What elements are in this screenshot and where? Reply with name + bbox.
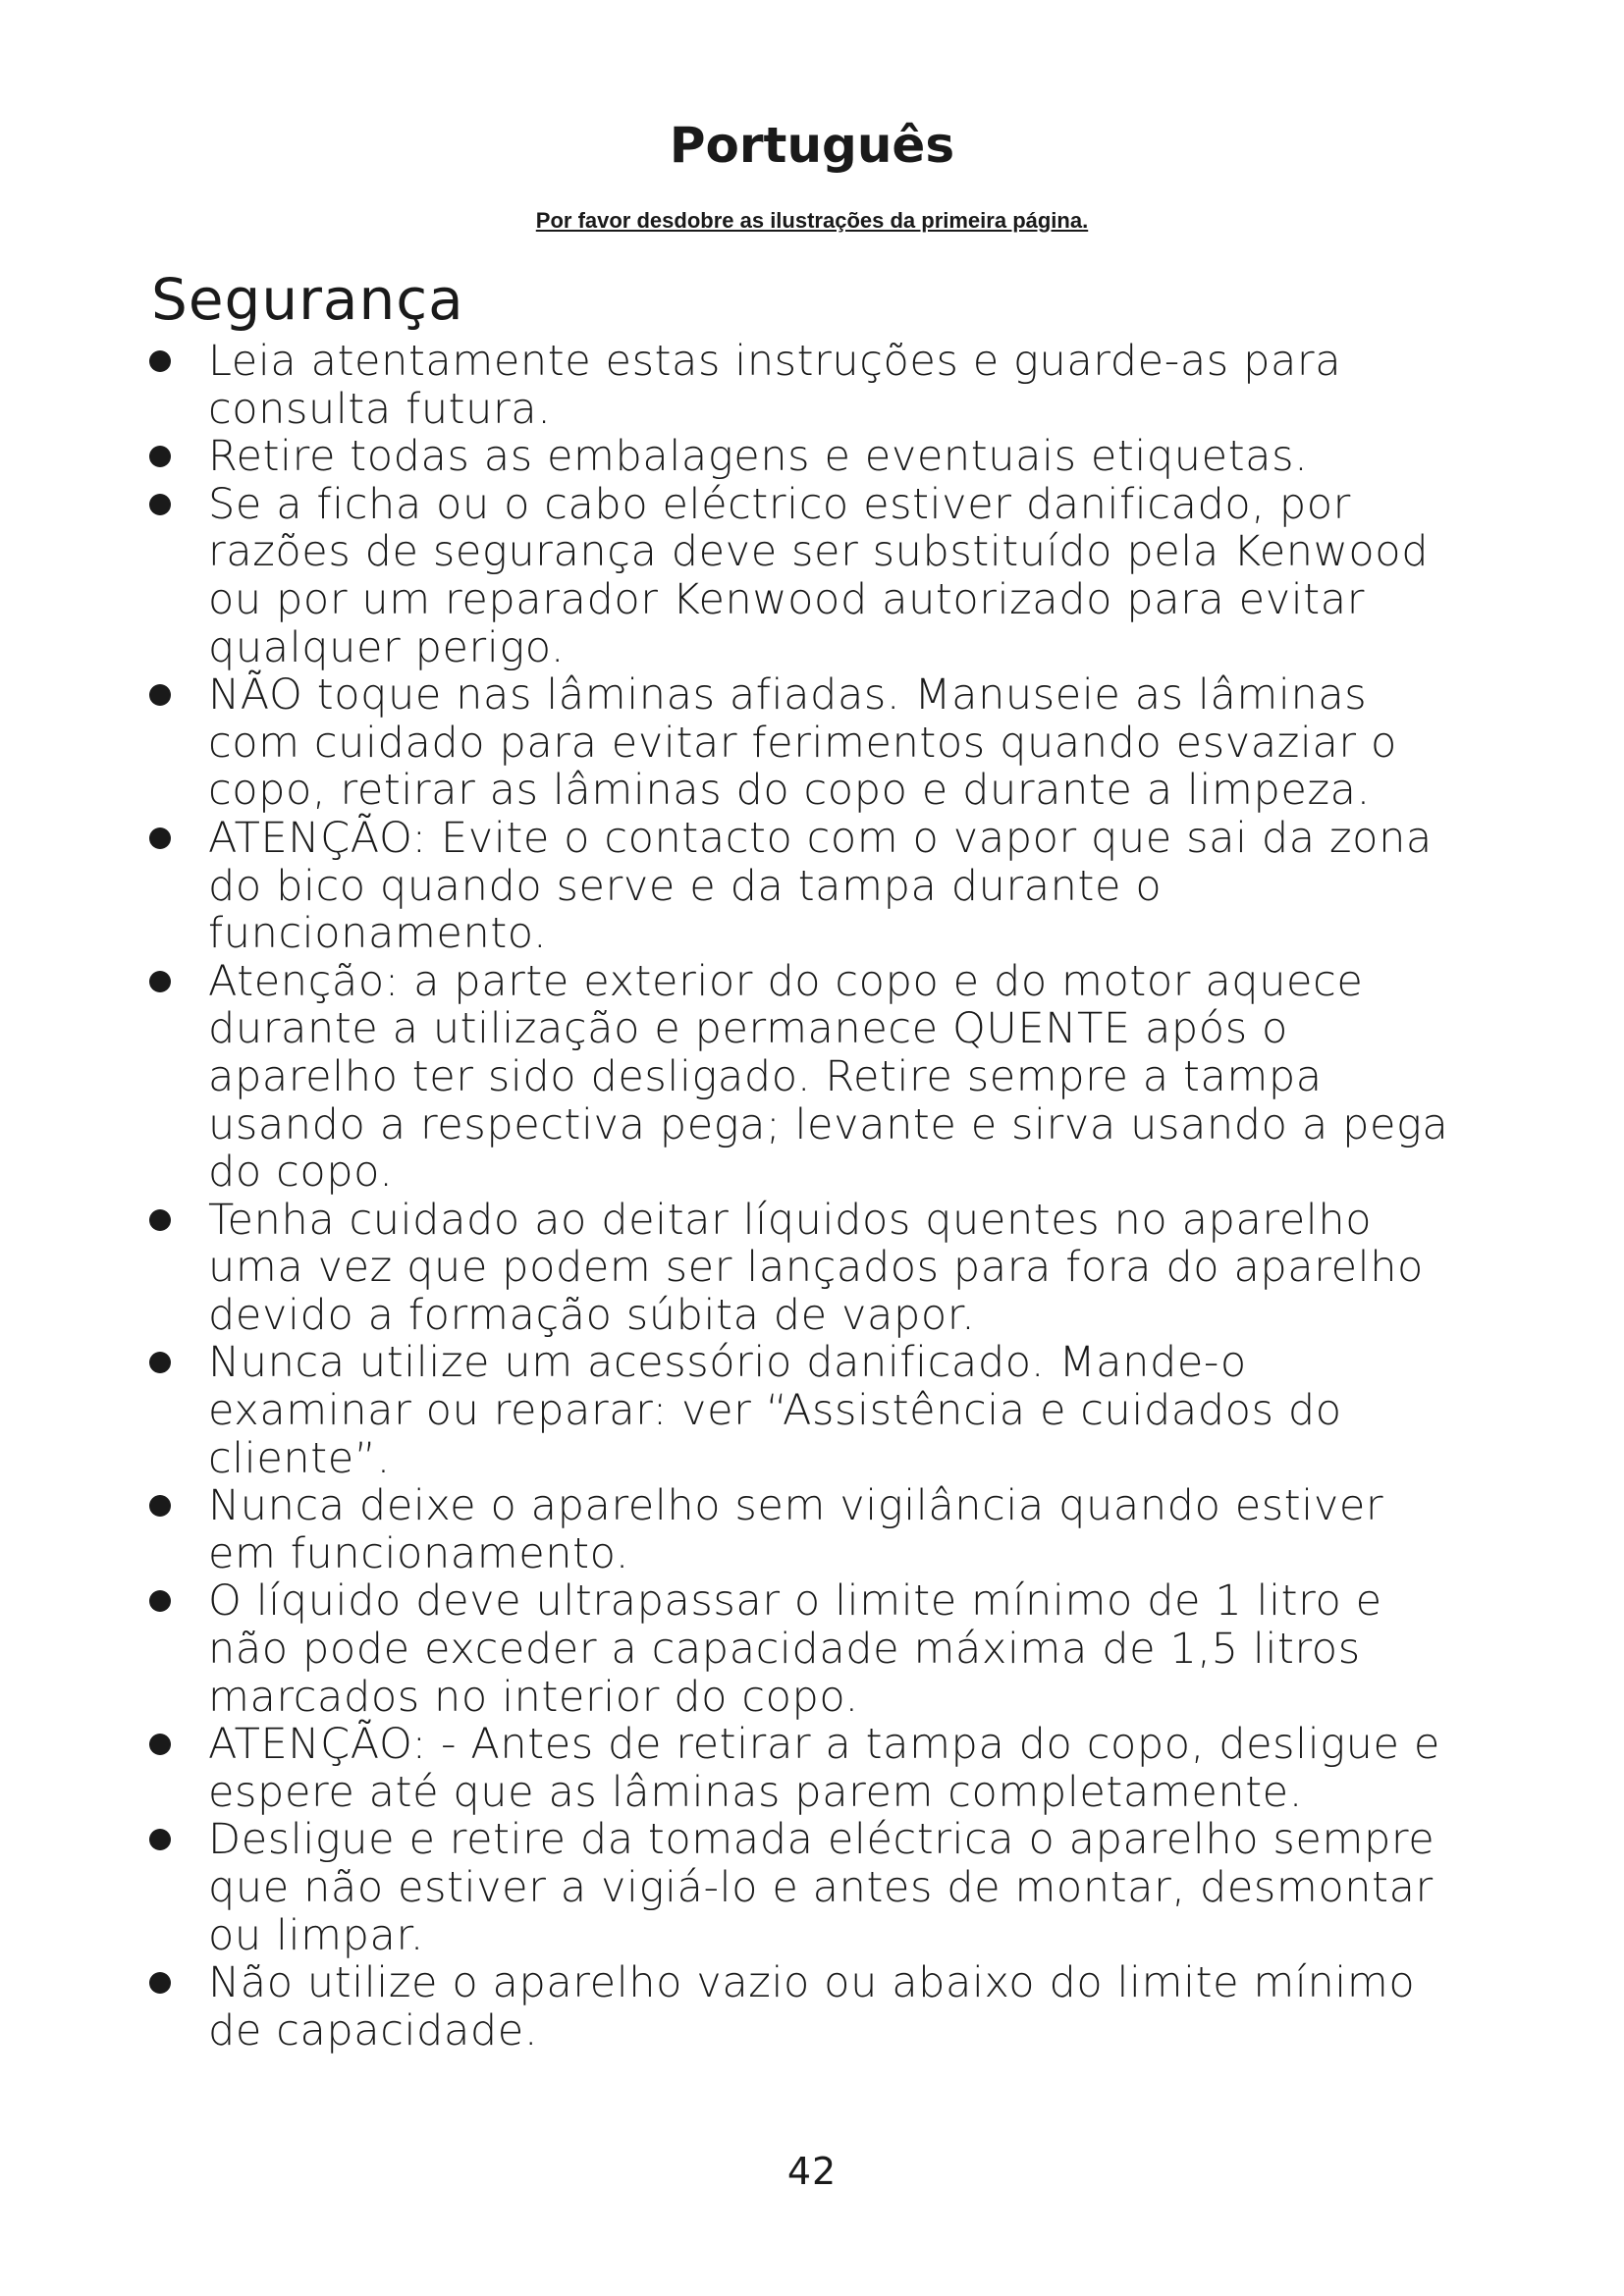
page-number: 42 (786, 2150, 838, 2193)
list-item-text: Retire todas as embalagens e eventuais etiquetas. (208, 432, 1309, 482)
bullet-icon (149, 1209, 171, 1231)
list-item-text: ATENÇÃO: Evite o contacto com o vapor que sai da zona do bico quando serve e da tampa durante o funcionamento. (208, 813, 1433, 959)
bullet-icon (149, 828, 171, 849)
list-item (147, 1482, 1463, 1577)
bullet-icon (149, 1829, 171, 1850)
list-item-text: Nunca utilize um acessório danificado. Mande-o examinar ou reparar: ver “Assistência e cuidados do cliente”. (208, 1338, 1342, 1483)
bullet-icon (149, 684, 171, 706)
list-item (147, 481, 1463, 671)
list-item (147, 1577, 1463, 1721)
bullet-icon (149, 446, 171, 467)
list-item (147, 1959, 1463, 2055)
bullet-icon (149, 1734, 171, 1755)
list-item-text: O líquido deve ultrapassar o limite mínimo de 1 litro e não pode exceder a capacidade máxima de 1,5 litros marcados no interior do copo. (208, 1576, 1382, 1722)
bullet-icon (149, 1495, 171, 1517)
list-item (147, 1721, 1463, 1816)
page-title: Português (669, 117, 955, 174)
list-item-text: ATENÇÃO: - Antes de retirar a tampa do copo, desligue e espere até que as lâminas parem completamente. (208, 1720, 1440, 1817)
list-item (147, 958, 1463, 1197)
bullet-icon (149, 1972, 171, 1994)
safety-list (147, 338, 1463, 2055)
list-item-text: Não utilize o aparelho vazio ou abaixo do limite mínimo de capacidade. (208, 1958, 1416, 2056)
bullet-icon (149, 350, 171, 372)
page-subtitle: Por favor desdobre as ilustrações da primeira página. (535, 208, 1089, 233)
list-item (147, 338, 1463, 433)
list-item (147, 671, 1463, 815)
list-item (147, 433, 1463, 481)
list-item-text: NÃO toque nas lâminas afiadas. Manuseie as lâminas com cuidado para evitar ferimentos quando esvaziar o copo, retirar as lâminas do copo e durante a limpeza. (208, 670, 1397, 816)
list-item-text: Leia atentamente estas instruções e guarde-as para consulta futura. (208, 337, 1342, 434)
bullet-icon (149, 971, 171, 992)
bullet-icon (149, 494, 171, 515)
list-item (147, 1197, 1463, 1340)
list-item-text: Atenção: a parte exterior do copo e do motor aquece durante a utilização e permanece QUENTE após o aparelho ter sido desligado. Retire sempre a tampa usando a respectiva pega; levante e sirva usando a pega do copo. (208, 956, 1449, 1198)
list-item (147, 1816, 1463, 1959)
list-item-text: Nunca deixe o aparelho sem vigilância quando estiver em funcionamento. (208, 1481, 1384, 1578)
bullet-icon (149, 1590, 171, 1612)
bullet-icon (149, 1352, 171, 1373)
list-item (147, 1339, 1463, 1482)
list-item (147, 815, 1463, 958)
list-item-text: Desligue e retire da tomada eléctrica o aparelho sempre que não estiver a vigiá-lo e antes de montar, desmontar ou limpar. (208, 1815, 1435, 1960)
list-item-text: Se a ficha ou o cabo eléctrico estiver danificado, por razões de segurança deve ser substituído pela Kenwood ou por um reparador Kenwood autorizado para evitar qualquer perigo. (208, 479, 1430, 672)
list-item-text: Tenha cuidado ao deitar líquidos quentes no aparelho uma vez que podem ser lançados para fora do aparelho devido a formação súbita de vapor. (208, 1195, 1424, 1340)
section-heading: Segurança (151, 266, 464, 333)
